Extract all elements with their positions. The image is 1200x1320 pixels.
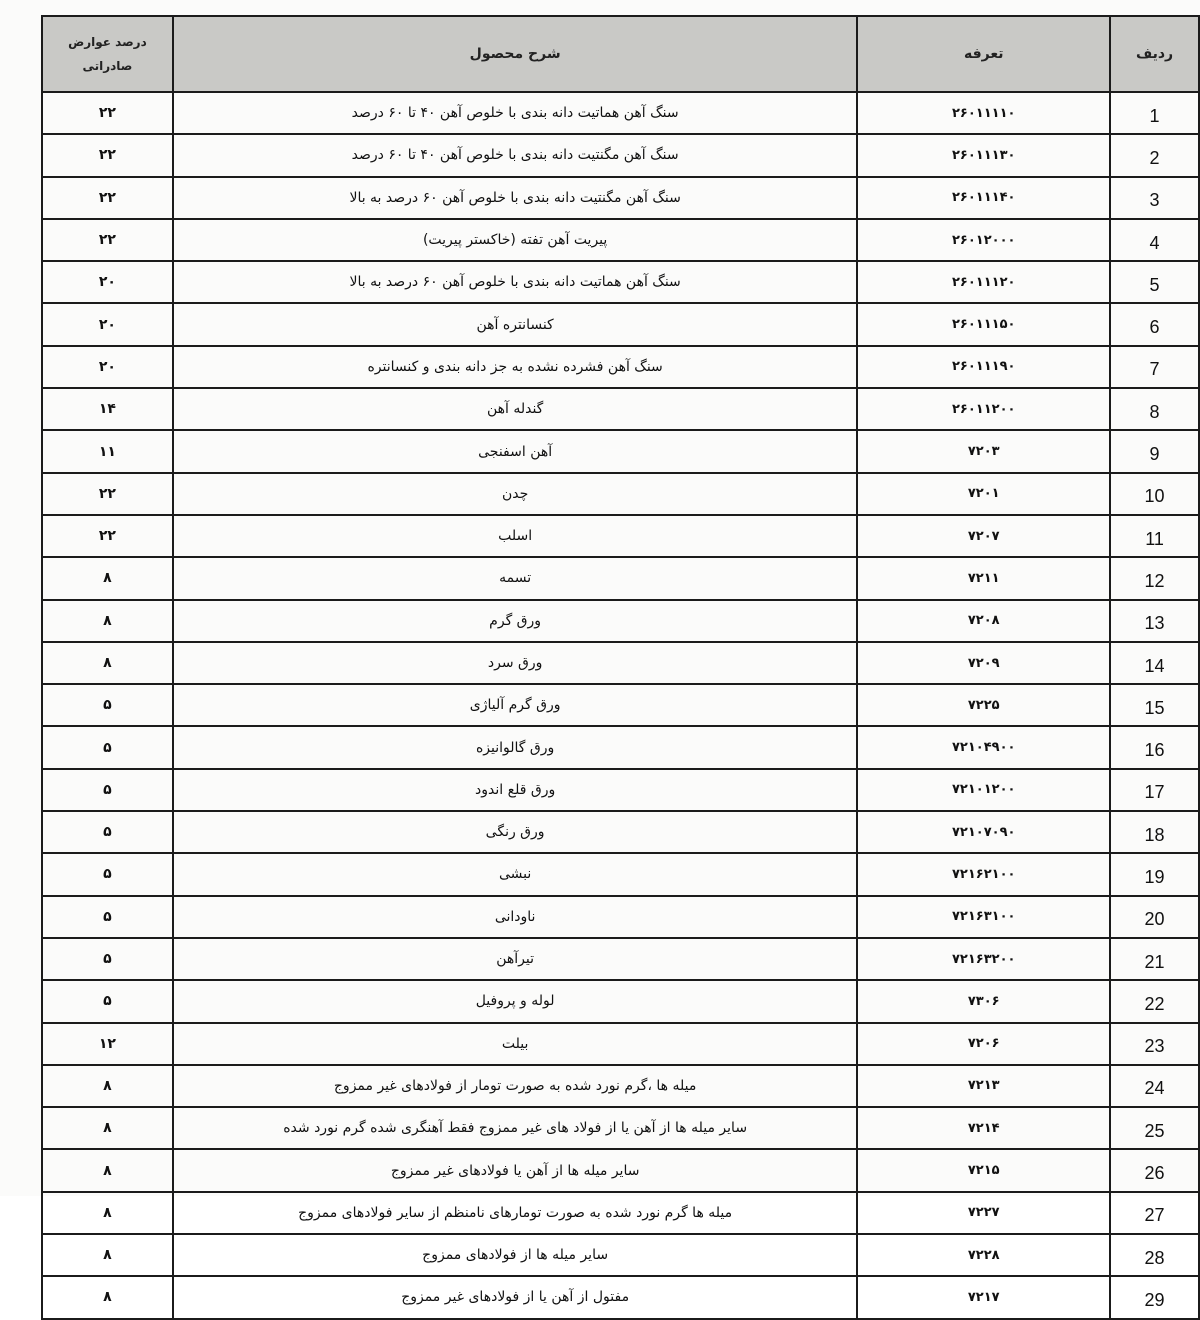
table-row xyxy=(42,303,1199,345)
duty-cell: ۵ xyxy=(42,980,173,1022)
duty-cell: ۲۰ xyxy=(42,346,173,388)
tariff-code-cell: ۲۶۰۱۱۱۵۰ xyxy=(857,303,1110,345)
table-row xyxy=(42,346,1199,388)
row-number-cell: 6 xyxy=(1110,303,1199,345)
table-row xyxy=(42,980,1199,1022)
description-cell: سایر میله ها از آهن یا فولادهای غیر ممزوج xyxy=(173,1149,858,1191)
export-duty-table xyxy=(41,15,1200,1320)
tariff-code-cell: ۲۶۰۱۱۱۴۰ xyxy=(857,177,1110,219)
tariff-code-cell: ۷۲۰۹ xyxy=(857,642,1110,684)
table-row xyxy=(42,811,1199,853)
tariff-code-cell: ۷۲۰۶ xyxy=(857,1023,1110,1065)
description-cell: آهن اسفنجی xyxy=(173,430,858,472)
duty-cell: ۵ xyxy=(42,769,173,811)
description-cell: گندله آهن xyxy=(173,388,858,430)
table-row xyxy=(42,769,1199,811)
description-cell: ورق گرم آلیاژی xyxy=(173,684,858,726)
table-row xyxy=(42,1065,1199,1107)
tariff-code-cell: ۷۲۲۵ xyxy=(857,684,1110,726)
tariff-code-cell: ۲۶۰۱۱۱۳۰ xyxy=(857,134,1110,176)
description-cell: سنگ آهن هماتیت دانه بندی با خلوص آهن ۶۰ درصد به بالا xyxy=(173,261,858,303)
row-number-cell: 18 xyxy=(1110,811,1199,853)
tariff-code-cell: ۷۲۱۰۱۲۰۰ xyxy=(857,769,1110,811)
tariff-code-cell: ۷۲۱۷ xyxy=(857,1276,1110,1318)
row-number-cell: 21 xyxy=(1110,938,1199,980)
description-cell: کنسانتره آهن xyxy=(173,303,858,345)
description-cell: ورق قلع اندود xyxy=(173,769,858,811)
tariff-code-cell: ۷۲۱۱ xyxy=(857,557,1110,599)
tariff-code-cell: ۷۲۱۰۷۰۹۰ xyxy=(857,811,1110,853)
duty-cell: ۱۲ xyxy=(42,1023,173,1065)
duty-cell: ۵ xyxy=(42,811,173,853)
table-row xyxy=(42,219,1199,261)
tariff-code-cell: ۲۶۰۱۱۱۹۰ xyxy=(857,346,1110,388)
tariff-code-cell: ۲۶۰۱۱۱۲۰ xyxy=(857,261,1110,303)
table-row xyxy=(42,134,1199,176)
row-number-cell: 8 xyxy=(1110,388,1199,430)
duty-cell: ۲۲ xyxy=(42,473,173,515)
row-number-cell: 15 xyxy=(1110,684,1199,726)
table-row xyxy=(42,1149,1199,1191)
row-number-cell: 7 xyxy=(1110,346,1199,388)
table-row xyxy=(42,1192,1199,1234)
tariff-code-cell: ۷۲۲۸ xyxy=(857,1234,1110,1276)
row-number-cell: 13 xyxy=(1110,600,1199,642)
duty-cell: ۲۰ xyxy=(42,261,173,303)
description-cell: سنگ آهن فشرده نشده به جز دانه بندی و کنسانتره xyxy=(173,346,858,388)
tariff-code-cell: ۷۲۱۶۳۱۰۰ xyxy=(857,896,1110,938)
row-number-cell: 29 xyxy=(1110,1276,1199,1318)
row-number-cell: 3 xyxy=(1110,177,1199,219)
table-row xyxy=(42,388,1199,430)
duty-cell: ۲۲ xyxy=(42,219,173,261)
row-number-cell: 22 xyxy=(1110,980,1199,1022)
row-number-cell: 16 xyxy=(1110,726,1199,768)
tariff-code-cell: ۷۲۱۴ xyxy=(857,1107,1110,1149)
table-row xyxy=(42,853,1199,895)
row-number-cell: 20 xyxy=(1110,896,1199,938)
tariff-code-cell: ۷۲۱۶۳۲۰۰ xyxy=(857,938,1110,980)
table-row xyxy=(42,938,1199,980)
description-cell: لوله و پروفیل xyxy=(173,980,858,1022)
description-cell: میله ها گرم نورد شده به صورت تومارهای نامنظم از سایر فولادهای ممزوج xyxy=(173,1192,858,1234)
row-number-cell: 10 xyxy=(1110,473,1199,515)
tariff-code-cell: ۷۲۰۷ xyxy=(857,515,1110,557)
duty-cell: ۱۱ xyxy=(42,430,173,472)
table-row xyxy=(42,261,1199,303)
duty-cell: ۸ xyxy=(42,642,173,684)
tariff-code-cell: ۷۲۱۰۴۹۰۰ xyxy=(857,726,1110,768)
description-cell: بیلت xyxy=(173,1023,858,1065)
duty-cell: ۵ xyxy=(42,938,173,980)
table-row xyxy=(42,430,1199,472)
duty-cell: ۲۲ xyxy=(42,92,173,134)
row-number-cell: 12 xyxy=(1110,557,1199,599)
row-number-cell: 26 xyxy=(1110,1149,1199,1191)
table-body xyxy=(42,92,1199,1319)
table-row xyxy=(42,642,1199,684)
table-row xyxy=(42,92,1199,134)
duty-cell: ۵ xyxy=(42,684,173,726)
table-row xyxy=(42,1023,1199,1065)
tariff-code-cell: ۲۶۰۱۱۱۱۰ xyxy=(857,92,1110,134)
duty-cell: ۲۲ xyxy=(42,177,173,219)
description-cell: مفتول از آهن یا از فولادهای غیر ممزوج xyxy=(173,1276,858,1318)
description-cell: نبشی xyxy=(173,853,858,895)
row-number-cell: 25 xyxy=(1110,1107,1199,1149)
duty-cell: ۵ xyxy=(42,896,173,938)
table-row xyxy=(42,515,1199,557)
tariff-code-cell: ۷۲۰۱ xyxy=(857,473,1110,515)
tariff-code-cell: ۷۲۱۵ xyxy=(857,1149,1110,1191)
duty-cell: ۵ xyxy=(42,726,173,768)
description-cell: ورق گالوانیزه xyxy=(173,726,858,768)
header-row xyxy=(42,16,1199,92)
table-row xyxy=(42,177,1199,219)
row-number-cell: 1 xyxy=(1110,92,1199,134)
duty-cell: ۵ xyxy=(42,853,173,895)
description-cell: اسلب xyxy=(173,515,858,557)
row-number-cell: 11 xyxy=(1110,515,1199,557)
duty-cell: ۸ xyxy=(42,1149,173,1191)
description-cell: میله ها ،گرم نورد شده به صورت تومار از فولادهای غیر ممزوج xyxy=(173,1065,858,1107)
table-row xyxy=(42,1276,1199,1318)
description-cell: ورق گرم xyxy=(173,600,858,642)
description-cell: تسمه xyxy=(173,557,858,599)
header-row-number: ردیف xyxy=(1110,16,1199,92)
description-cell: سنگ آهن مگنتیت دانه بندی با خلوص آهن ۶۰ درصد به بالا xyxy=(173,177,858,219)
tariff-code-cell: ۷۲۰۳ xyxy=(857,430,1110,472)
table-row xyxy=(42,684,1199,726)
description-cell: سنگ آهن مگنتیت دانه بندی با خلوص آهن ۴۰ تا ۶۰ درصد xyxy=(173,134,858,176)
row-number-cell: 9 xyxy=(1110,430,1199,472)
row-number-cell: 23 xyxy=(1110,1023,1199,1065)
description-cell: سایر میله ها از آهن یا از فولاد های غیر ممزوج فقط آهنگری شده گرم نورد شده xyxy=(173,1107,858,1149)
row-number-cell: 24 xyxy=(1110,1065,1199,1107)
tariff-code-cell: ۷۲۱۳ xyxy=(857,1065,1110,1107)
description-cell: سایر میله ها از فولادهای ممزوج xyxy=(173,1234,858,1276)
description-cell: ورق رنگی xyxy=(173,811,858,853)
table-row xyxy=(42,600,1199,642)
table-row xyxy=(42,726,1199,768)
description-cell: پیریت آهن تفته (خاکستر پیریت) xyxy=(173,219,858,261)
description-cell: ورق سرد xyxy=(173,642,858,684)
row-number-cell: 5 xyxy=(1110,261,1199,303)
row-number-cell: 28 xyxy=(1110,1234,1199,1276)
header-duty-percent: درصد عوارض صادراتی xyxy=(42,16,173,92)
duty-cell: ۲۲ xyxy=(42,134,173,176)
row-number-cell: 4 xyxy=(1110,219,1199,261)
duty-cell: ۸ xyxy=(42,1107,173,1149)
tariff-code-cell: ۷۲۱۶۲۱۰۰ xyxy=(857,853,1110,895)
table-row xyxy=(42,1234,1199,1276)
row-number-cell: 17 xyxy=(1110,769,1199,811)
duty-cell: ۸ xyxy=(42,600,173,642)
duty-cell: ۲۰ xyxy=(42,303,173,345)
table-row xyxy=(42,473,1199,515)
table-row xyxy=(42,896,1199,938)
tariff-code-cell: ۷۲۲۷ xyxy=(857,1192,1110,1234)
header-product-description: شرح محصول xyxy=(173,16,858,92)
description-cell: چدن xyxy=(173,473,858,515)
duty-cell: ۱۴ xyxy=(42,388,173,430)
row-number-cell: 19 xyxy=(1110,853,1199,895)
table-row xyxy=(42,557,1199,599)
duty-cell: ۸ xyxy=(42,557,173,599)
tariff-code-cell: ۷۳۰۶ xyxy=(857,980,1110,1022)
description-cell: ناودانی xyxy=(173,896,858,938)
row-number-cell: 14 xyxy=(1110,642,1199,684)
tariff-code-cell: ۲۶۰۱۲۰۰۰ xyxy=(857,219,1110,261)
duty-cell: ۸ xyxy=(42,1234,173,1276)
row-number-cell: 2 xyxy=(1110,134,1199,176)
duty-cell: ۸ xyxy=(42,1192,173,1234)
duty-cell: ۸ xyxy=(42,1065,173,1107)
header-tariff-code: تعرفه xyxy=(857,16,1110,92)
description-cell: تیرآهن xyxy=(173,938,858,980)
description-cell: سنگ آهن هماتیت دانه بندی با خلوص آهن ۴۰ تا ۶۰ درصد xyxy=(173,92,858,134)
tariff-code-cell: ۷۲۰۸ xyxy=(857,600,1110,642)
tariff-code-cell: ۲۶۰۱۱۲۰۰ xyxy=(857,388,1110,430)
duty-cell: ۲۲ xyxy=(42,515,173,557)
table-row xyxy=(42,1107,1199,1149)
duty-cell: ۸ xyxy=(42,1276,173,1318)
row-number-cell: 27 xyxy=(1110,1192,1199,1234)
